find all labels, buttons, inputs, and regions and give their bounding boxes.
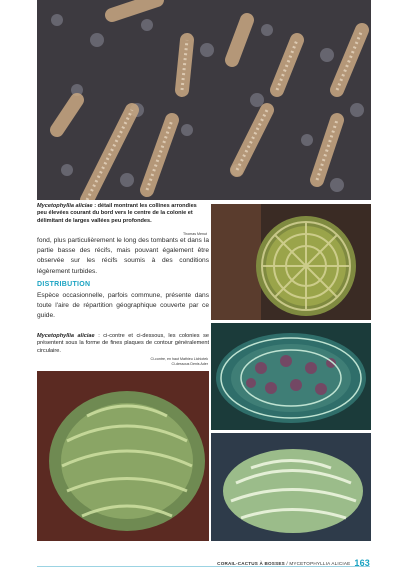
- distribution-heading: DISTRIBUTION: [37, 281, 91, 288]
- pale-coral-photo: [211, 433, 371, 541]
- footer-separator: /: [284, 561, 290, 566]
- caption-text: : détail montrant les collines arrondies peu élevées courant du bord vers le centre de la colonie et délimitant de larges vallées peu profondes.: [37, 203, 197, 224]
- distribution-paragraph: Espèce occasionnelle, parfois commune, présente dans toute l'aire de répartition géographique couverte par ce guide.: [37, 292, 209, 320]
- caption-species: Mycetophyllia aliciae: [37, 203, 93, 209]
- coral-closeup-photo: [37, 0, 371, 200]
- page-footer: [217, 558, 370, 568]
- page-number: 163: [354, 558, 370, 568]
- intro-paragraph: fond, plus particulièrement le long des tombants et dans la partie basse des récifs, mais pouvant également être observée sur les récifs soumis à des conditions légèrement turbides.: [37, 237, 209, 275]
- green-circular-coral-photo: [211, 204, 371, 320]
- colony-caption: [37, 333, 209, 355]
- teal-coral-photo: [211, 323, 371, 430]
- credit-line: Ci-dessous Denis Ader: [171, 362, 208, 366]
- footer-scientific-name: MYCETOPHYLLIA ALICIAE: [289, 561, 351, 566]
- top-photo-caption: [37, 203, 207, 225]
- photo-credit: Thomas Menut: [183, 232, 207, 236]
- credit-line: Ci-contre, en haut Mathieu Lichiotek: [150, 357, 208, 361]
- caption-species: Mycetophyllia aliciae: [37, 333, 95, 339]
- green-plate-coral-photo: [37, 371, 209, 541]
- footer-common-name: CORAIL-CACTUS À BOSSES: [217, 561, 285, 566]
- caption-text: : ci-contre et ci-dessous, les colonies se présentent sous la forme de fines plaques de contour généralement circulaire.: [37, 333, 210, 354]
- photo-credits: [110, 357, 208, 367]
